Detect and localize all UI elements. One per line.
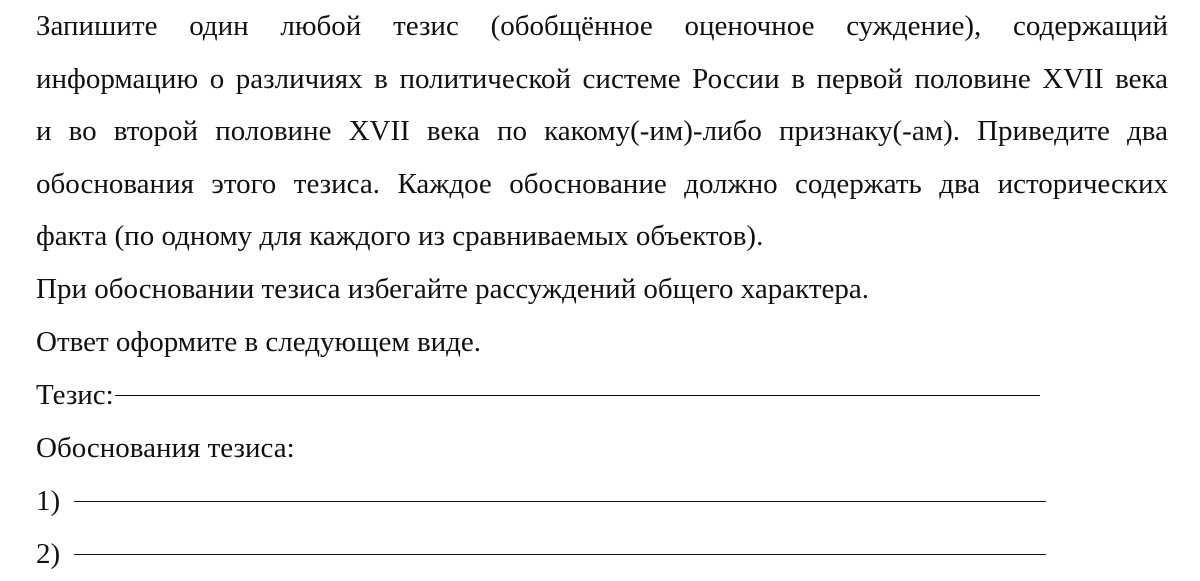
instruction-line-5: факта (по одному для каждого из сравниваемых объектов). — [36, 220, 764, 252]
justification-2-answer-line[interactable] — [74, 553, 1046, 555]
thesis-row — [36, 369, 1168, 422]
instruction-line-1: Запишите один любой тезис (обобщённое оценочное суждение), содержащий — [36, 10, 1168, 42]
instruction-line-2: информацию о различиях в политической системе России в первой половине XVII века — [36, 62, 1168, 95]
justifications-label: Обоснования тезиса: — [36, 431, 295, 464]
justification-row-2 — [36, 528, 1168, 581]
justification-2-label: 2) — [36, 537, 61, 570]
justification-1-label: 1) — [36, 484, 61, 517]
format-intro: Ответ оформите в следующем виде. — [36, 325, 482, 358]
justification-row-1 — [36, 475, 1168, 528]
avoid-general-note: При обосновании тезиса избегайте рассуждений общего характера. — [36, 272, 870, 305]
task-document — [36, 0, 1168, 581]
justification-1-answer-line[interactable] — [74, 500, 1046, 502]
thesis-answer-line[interactable] — [115, 394, 1040, 396]
instruction-line-3: и во второй половине XVII века по какому(-им)-либо признаку(-ам). Приведите два — [36, 115, 1168, 147]
thesis-label: Тезис: — [36, 378, 114, 411]
instruction-line-4: обоснования этого тезиса. Каждое обоснование должно содержать два исторических — [36, 167, 1168, 200]
task-instructions — [36, 0, 1168, 263]
